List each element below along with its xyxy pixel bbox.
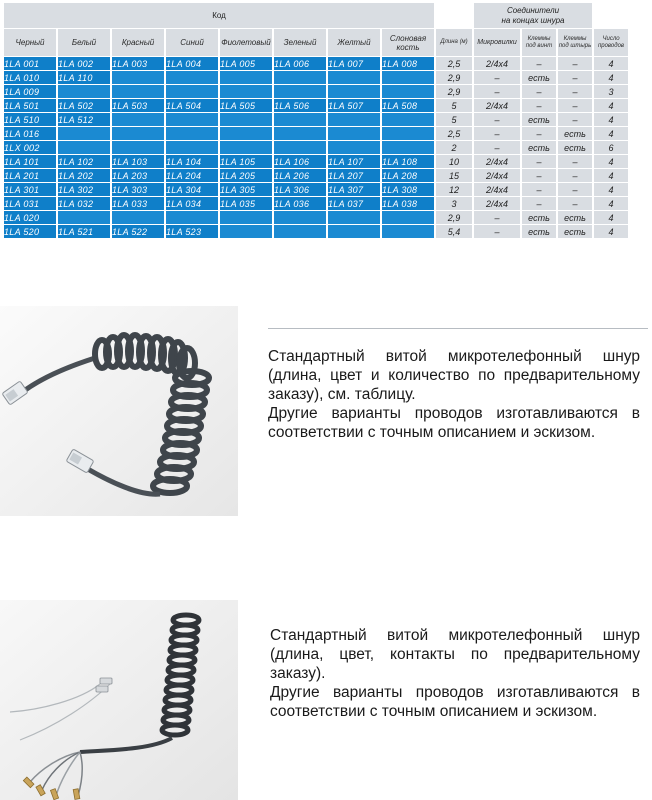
- connectors-header: [474, 3, 592, 28]
- code-cell: 1LA 510: [4, 113, 56, 126]
- code-cell: 1LA 001: [4, 57, 56, 70]
- code-cell: [166, 71, 218, 84]
- coiled-cord-terminals-photo: [0, 600, 238, 800]
- code-cell: 1LA 016: [4, 127, 56, 140]
- column-header-ivory: Слоновая кость: [382, 29, 434, 56]
- spec-cell: есть: [522, 141, 556, 154]
- code-cell: 1LA 521: [58, 225, 110, 238]
- spec-cell: 5,4: [436, 225, 472, 238]
- column-header-black: Черный: [4, 29, 56, 56]
- code-cell: [328, 141, 380, 154]
- code-cell: 1LA 007: [328, 57, 380, 70]
- spec-cell: 15: [436, 169, 472, 182]
- product2-text-variants: Другие варианты проводов изготавливаются в соответствии с точным описанием и эскизом.: [270, 684, 640, 720]
- code-cell: [274, 71, 326, 84]
- code-cell: [382, 141, 434, 154]
- code-cell: [112, 85, 164, 98]
- code-cell: 1LA 101: [4, 155, 56, 168]
- spec-cell: 2,5: [436, 57, 472, 70]
- code-cell: 1LA 305: [220, 183, 272, 196]
- spec-cell: 2/4x4: [474, 197, 520, 210]
- code-cell: [58, 127, 110, 140]
- code-cell: [166, 141, 218, 154]
- code-cell: [382, 127, 434, 140]
- spec-cell: –: [474, 127, 520, 140]
- spec-cell: 4: [594, 113, 628, 126]
- spec-cell: 2/4x4: [474, 57, 520, 70]
- spec-cell: есть: [558, 211, 592, 224]
- code-cell: 1LA 105: [220, 155, 272, 168]
- code-cell: [112, 127, 164, 140]
- code-cell: 1LA 205: [220, 169, 272, 182]
- code-cell: 1LA 008: [382, 57, 434, 70]
- spec-cell: 4: [594, 211, 628, 224]
- spec-cell: 5: [436, 113, 472, 126]
- code-cell: [166, 113, 218, 126]
- coiled-cord-photo: [0, 306, 238, 516]
- column-header-pin-terminals: Клеммы под штырь: [558, 29, 592, 56]
- code-cell: 1LA 306: [274, 183, 326, 196]
- coiled-cord-illustration: [0, 306, 238, 516]
- header-spacer: [594, 3, 628, 28]
- section-divider: [268, 328, 648, 329]
- spec-cell: есть: [558, 225, 592, 238]
- table-row: [4, 169, 628, 182]
- spec-cell: 4: [594, 183, 628, 196]
- spec-cell: 4: [594, 71, 628, 84]
- spec-cell: 2,9: [436, 211, 472, 224]
- spec-cell: 3: [594, 85, 628, 98]
- table-body: [4, 57, 628, 238]
- code-cell: 1LA 512: [58, 113, 110, 126]
- table-row: [4, 141, 628, 154]
- code-cell: 1LA 523: [166, 225, 218, 238]
- spec-cell: 2/4x4: [474, 169, 520, 182]
- code-cell: 1LA 504: [166, 99, 218, 112]
- product1-text-variants: Другие варианты проводов изготавливаются в соответствии с точным описанием и эскизом.: [268, 405, 640, 441]
- code-cell: [382, 85, 434, 98]
- spec-cell: –: [474, 225, 520, 238]
- code-cell: 1LA 502: [58, 99, 110, 112]
- code-cell: [328, 71, 380, 84]
- spec-cell: –: [558, 57, 592, 70]
- code-cell: 1LA 505: [220, 99, 272, 112]
- code-cell: 1LA 508: [382, 99, 434, 112]
- table-row: [4, 85, 628, 98]
- spec-cell: –: [522, 57, 556, 70]
- product2-description: [270, 626, 640, 721]
- spec-cell: –: [558, 183, 592, 196]
- code-cell: 1LA 010: [4, 71, 56, 84]
- spec-cell: –: [558, 197, 592, 210]
- code-cell: [274, 225, 326, 238]
- spec-cell: –: [558, 99, 592, 112]
- code-cell: [274, 85, 326, 98]
- spec-cell: есть: [522, 211, 556, 224]
- code-cell: 1LA 506: [274, 99, 326, 112]
- table-row: [4, 99, 628, 112]
- code-cell: 1LA 003: [112, 57, 164, 70]
- coiled-cord-terminals-illustration: [0, 600, 238, 800]
- spec-cell: 2/4x4: [474, 155, 520, 168]
- spec-cell: –: [522, 99, 556, 112]
- code-cell: 1LA 107: [328, 155, 380, 168]
- spec-cell: есть: [558, 141, 592, 154]
- code-cell: [382, 113, 434, 126]
- code-cell: [274, 141, 326, 154]
- code-cell: 1LX 002: [4, 141, 56, 154]
- code-cell: 1LA 304: [166, 183, 218, 196]
- table-row: [4, 211, 628, 224]
- spec-cell: –: [474, 85, 520, 98]
- spec-cell: –: [522, 183, 556, 196]
- spec-cell: 4: [594, 197, 628, 210]
- code-cell: [58, 211, 110, 224]
- code-cell: 1LA 037: [328, 197, 380, 210]
- code-cell: [328, 211, 380, 224]
- code-cell: [274, 127, 326, 140]
- code-cell: [328, 127, 380, 140]
- spec-cell: есть: [522, 71, 556, 84]
- code-cell: [58, 85, 110, 98]
- column-header-yellow: Желтый: [328, 29, 380, 56]
- code-cell: 1LA 522: [112, 225, 164, 238]
- code-cell: 1LA 110: [58, 71, 110, 84]
- spec-cell: 4: [594, 169, 628, 182]
- spec-cell: –: [474, 141, 520, 154]
- code-cell: [220, 225, 272, 238]
- product1-description: [268, 347, 640, 442]
- code-cell: 1LA 102: [58, 155, 110, 168]
- code-cell: 1LA 308: [382, 183, 434, 196]
- spec-cell: 12: [436, 183, 472, 196]
- code-cell: 1LA 507: [328, 99, 380, 112]
- spec-cell: 2: [436, 141, 472, 154]
- spec-cell: 2,9: [436, 85, 472, 98]
- spec-cell: 2/4x4: [474, 183, 520, 196]
- column-header-green: Зеленый: [274, 29, 326, 56]
- spec-cell: –: [522, 197, 556, 210]
- code-cell: 1LA 501: [4, 99, 56, 112]
- table-row: [4, 113, 628, 126]
- spec-cell: есть: [522, 113, 556, 126]
- code-cell: [328, 225, 380, 238]
- spec-cell: –: [522, 169, 556, 182]
- code-cell: 1LA 104: [166, 155, 218, 168]
- code-cell: 1LA 202: [58, 169, 110, 182]
- code-cell: 1LA 020: [4, 211, 56, 224]
- code-cell: [382, 211, 434, 224]
- spec-cell: 4: [594, 127, 628, 140]
- table-row: [4, 127, 628, 140]
- code-cell: [58, 141, 110, 154]
- spec-cell: –: [474, 211, 520, 224]
- code-cell: [220, 141, 272, 154]
- spec-cell: есть: [558, 127, 592, 140]
- column-header-length: Длина (м): [436, 29, 472, 56]
- code-cell: [112, 211, 164, 224]
- code-cell: 1LA 005: [220, 57, 272, 70]
- spec-cell: 5: [436, 99, 472, 112]
- code-cell: [382, 225, 434, 238]
- connectors-header-line2: на концах шнура: [501, 15, 565, 25]
- spec-cell: –: [522, 155, 556, 168]
- spec-cell: 4: [594, 57, 628, 70]
- code-cell: [166, 85, 218, 98]
- code-cell: 1LA 035: [220, 197, 272, 210]
- code-cell: 1LA 203: [112, 169, 164, 182]
- spec-cell: есть: [522, 225, 556, 238]
- spec-cell: –: [474, 71, 520, 84]
- table-row: [4, 71, 628, 84]
- code-cell: 1LA 206: [274, 169, 326, 182]
- connectors-header-line1: Соединители: [506, 5, 560, 15]
- table-row: [4, 155, 628, 168]
- spec-cell: 6: [594, 141, 628, 154]
- code-cell: [112, 113, 164, 126]
- column-header-microplugs: Микровилки: [474, 29, 520, 56]
- code-cell: 1LA 031: [4, 197, 56, 210]
- code-cell: [328, 113, 380, 126]
- code-cell: 1LA 006: [274, 57, 326, 70]
- spec-cell: 3: [436, 197, 472, 210]
- code-cell: [328, 85, 380, 98]
- spec-cell: –: [522, 127, 556, 140]
- code-cell: 1LA 201: [4, 169, 56, 182]
- spec-cell: –: [558, 155, 592, 168]
- code-cell: 1LA 303: [112, 183, 164, 196]
- spec-cell: –: [558, 71, 592, 84]
- table-row: [4, 225, 628, 238]
- table-row: [4, 197, 628, 210]
- code-cell: [274, 211, 326, 224]
- code-cell: 1LA 004: [166, 57, 218, 70]
- code-cell: 1LA 207: [328, 169, 380, 182]
- spec-cell: –: [558, 113, 592, 126]
- column-header-blue: Синий: [166, 29, 218, 56]
- column-header-violet: Фиолетовый: [220, 29, 272, 56]
- code-cell: 1LA 038: [382, 197, 434, 210]
- product2-text: Стандартный витой микротелефонный шнур (длина, цвет, контакты по предварительному заказу).: [270, 627, 640, 682]
- product1-text: Стандартный витой микротелефонный шнур (длина, цвет и количество по предварительному заказу), см. таблицу.: [268, 348, 640, 403]
- code-cell: 1LA 103: [112, 155, 164, 168]
- code-cell: 1LA 307: [328, 183, 380, 196]
- code-cell: 1LA 009: [4, 85, 56, 98]
- code-cell: [112, 71, 164, 84]
- spec-cell: 4: [594, 225, 628, 238]
- spec-cell: –: [558, 169, 592, 182]
- product-code-table: [2, 2, 630, 239]
- column-header-white: Белый: [58, 29, 110, 56]
- spec-cell: –: [522, 85, 556, 98]
- column-header-screw-terminals: Клеммы под винт: [522, 29, 556, 56]
- spec-cell: 2,9: [436, 71, 472, 84]
- spec-cell: 4: [594, 155, 628, 168]
- column-header-red: Красный: [112, 29, 164, 56]
- code-cell: 1LA 108: [382, 155, 434, 168]
- code-cell: 1LA 302: [58, 183, 110, 196]
- code-cell: 1LA 002: [58, 57, 110, 70]
- code-cell: 1LA 520: [4, 225, 56, 238]
- column-header-wire-count: Число проводов: [594, 29, 628, 56]
- table-row: [4, 57, 628, 70]
- header-spacer: [436, 3, 472, 28]
- spec-cell: 2,5: [436, 127, 472, 140]
- code-cell: [220, 71, 272, 84]
- code-cell: [274, 113, 326, 126]
- code-cell: [112, 141, 164, 154]
- code-cell: [166, 211, 218, 224]
- code-cell: 1LA 204: [166, 169, 218, 182]
- code-cell: 1LA 034: [166, 197, 218, 210]
- code-cell: [166, 127, 218, 140]
- code-cell: [220, 211, 272, 224]
- table-row: [4, 183, 628, 196]
- code-cell: 1LA 033: [112, 197, 164, 210]
- code-cell: [382, 71, 434, 84]
- code-cell: [220, 85, 272, 98]
- spec-cell: –: [558, 85, 592, 98]
- spec-cell: 4: [594, 99, 628, 112]
- code-cell: 1LA 032: [58, 197, 110, 210]
- code-cell: 1LA 036: [274, 197, 326, 210]
- code-cell: [220, 127, 272, 140]
- code-cell: 1LA 301: [4, 183, 56, 196]
- code-cell: 1LA 503: [112, 99, 164, 112]
- spec-cell: –: [474, 113, 520, 126]
- code-cell: [220, 113, 272, 126]
- code-cell: 1LA 106: [274, 155, 326, 168]
- spec-cell: 2/4x4: [474, 99, 520, 112]
- code-header: Код: [4, 3, 434, 28]
- spec-cell: 10: [436, 155, 472, 168]
- code-cell: 1LA 208: [382, 169, 434, 182]
